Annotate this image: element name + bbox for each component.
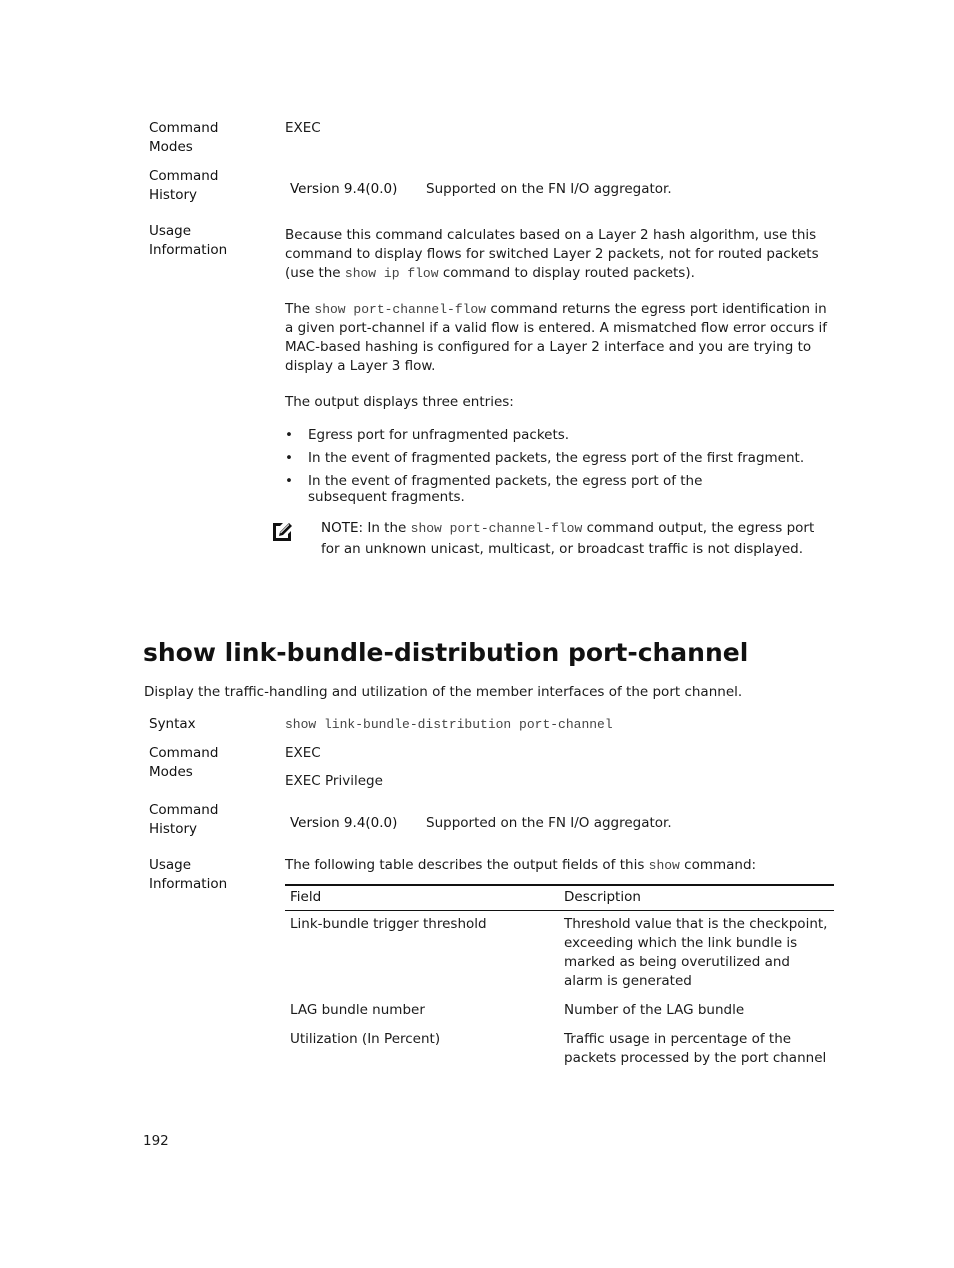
note-pencil-icon (271, 521, 293, 543)
command-modes-value: EXEC (285, 120, 321, 136)
table-row (285, 911, 834, 998)
output-fields-table (285, 884, 834, 1074)
table-cell-description: Traffic usage in percentage of the packets processed by the port channel (564, 1031, 827, 1066)
history-row (290, 180, 672, 199)
mode-item: EXEC Privilege (285, 773, 383, 789)
table-header-row (285, 885, 834, 911)
command-history-label: Command History (149, 168, 219, 203)
inline-code: show (648, 858, 680, 873)
table-cell-description: Number of the LAG bundle (564, 1002, 745, 1018)
command-history-label: Command History (149, 802, 219, 837)
list-item: • In the event of fragmented packets, the egress port of the first fragment. (285, 450, 833, 466)
table-cell-description: Threshold value that is the checkpoint, exceeding which the link bundle is marked as being overutilized and alarm is generated (564, 916, 828, 989)
section-description: Display the traffic-handling and utilization of the member interfaces of the port channel. (144, 684, 743, 700)
page-number: 192 (143, 1133, 169, 1149)
command-modes-value (285, 744, 833, 791)
table-row (285, 1026, 834, 1074)
table-cell-field: Link-bundle trigger threshold (290, 916, 487, 932)
usage-intro: The following table describes the output fields of this show command: (285, 857, 757, 873)
usage-paragraph-1: Because this command calculates based on a Layer 2 hash algorithm, use this command to display flows for switched Layer 2 packets, not for routed packets (use the show ip flow command to display routed packets). (285, 227, 819, 281)
list-item: • Egress port for unfragmented packets. (285, 427, 833, 443)
inline-code: show port-channel-flow (314, 302, 487, 317)
history-version: Version 9.4(0.0) (290, 181, 398, 197)
command-modes-label: Command Modes (149, 120, 219, 155)
syntax-label: Syntax (149, 716, 196, 732)
table-header-field: Field (285, 885, 559, 911)
history-version: Version 9.4(0.0) (290, 815, 398, 831)
note-label: NOTE: (321, 520, 364, 536)
usage-information-label: Usage Information (149, 857, 228, 892)
inline-code: show ip flow (344, 266, 439, 281)
table-cell-field: Utilization (In Percent) (290, 1031, 441, 1047)
section-title: show link-bundle-distribution port-channel (143, 638, 749, 667)
note-text: NOTE: In the show port-channel-flow command output, the egress port for an unknown unicast, multicast, or broadcast traffic is not displayed. (321, 520, 815, 557)
history-row (290, 814, 672, 833)
table-row (285, 997, 834, 1026)
mode-item: EXEC (285, 745, 321, 761)
command-modes-label: Command Modes (149, 745, 219, 780)
inline-code: show port-channel-flow (410, 521, 583, 536)
syntax-value: show link-bundle-distribution port-channel (285, 717, 613, 732)
history-description: Supported on the FN I/O aggregator. (426, 815, 672, 831)
table-header-description: Description (559, 885, 834, 911)
usage-paragraph-3: The output displays three entries: (285, 394, 514, 410)
history-description: Supported on the FN I/O aggregator. (426, 181, 672, 197)
usage-information-label: Usage Information (149, 223, 228, 258)
entries-list (285, 427, 833, 509)
list-item: • In the event of fragmented packets, the egress port of the subsequent fragments. (285, 473, 778, 505)
usage-paragraph-2: The show port-channel-flow command returns the egress port identification in a given port-channel if a valid flow is entered. A mismatched flow error occurs if MAC-based hashing is configured for a Layer 2 interface and you are trying to display a Layer 3 flow. (285, 301, 828, 374)
table-cell-field: LAG bundle number (290, 1002, 425, 1018)
